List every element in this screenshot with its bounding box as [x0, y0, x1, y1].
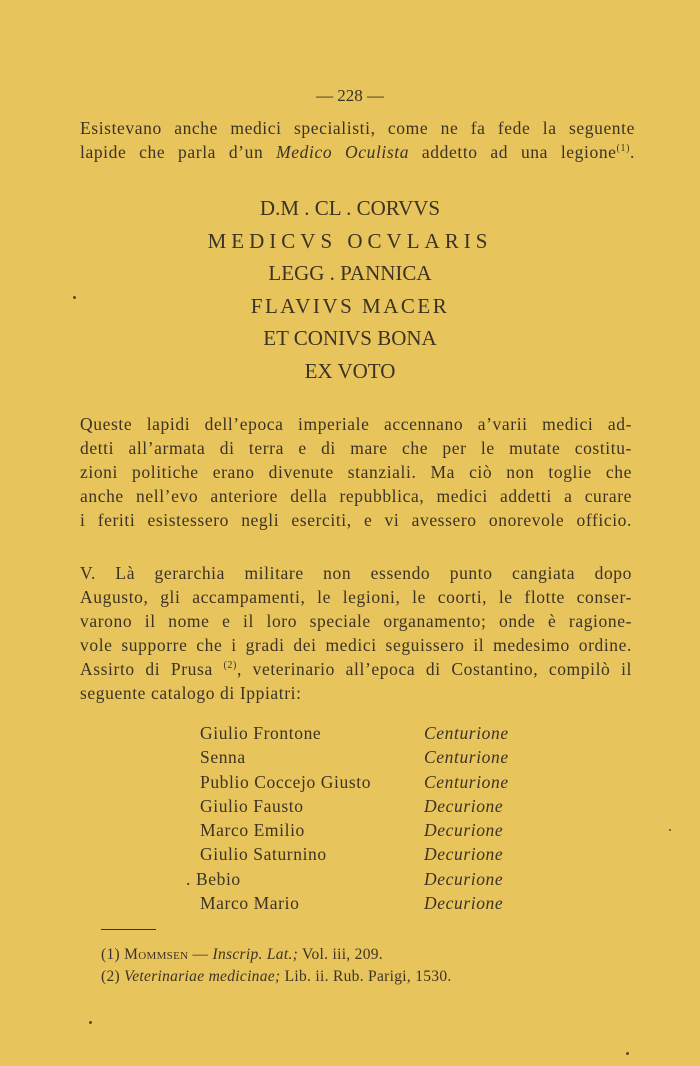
footnote-detail: Vol. iii, 209. [298, 946, 383, 963]
footnotes [101, 944, 452, 988]
footnote-1 [101, 944, 452, 966]
footnote-number: (1) [101, 946, 120, 963]
text-segment: , veterinario all’epoca di Costantino, compilò il [236, 659, 632, 679]
intro-paragraph [80, 116, 635, 164]
catalog-rank: Centurione [424, 723, 509, 743]
catalog-row [200, 842, 530, 866]
inscription-line: D.M . CL . CORVVS [259, 196, 441, 220]
text-line [80, 657, 632, 681]
inscription-line: LEGG . PANNICA [268, 261, 432, 285]
catalog-row [200, 891, 530, 915]
speck-mark [73, 296, 76, 299]
latin-inscription [0, 192, 700, 387]
footnote-ref-2: (2) [223, 660, 237, 671]
catalog-rank: Decurione [424, 844, 504, 865]
inscription-line: MEDICVS OCVLARIS [207, 228, 493, 253]
catalog-row [200, 770, 530, 794]
text-line: i feriti esistessero negli eserciti, e vi avessero onorevole officio. [80, 510, 632, 530]
catalog-row [200, 818, 530, 842]
catalog-name: Giulio Frontone [200, 723, 322, 743]
footnote-separator [101, 929, 156, 930]
catalog-name: Marco Emilio [200, 820, 305, 841]
footnote-detail: Lib. ii. Rub. Parigi, 1530. [280, 968, 452, 985]
text-line: anche nell’evo anteriore della repubblica, medici addetti a curare [80, 486, 632, 506]
inscription-line: FLAVIVS MACER [250, 293, 450, 318]
text-line [80, 140, 635, 164]
text-segment: Assirto di Prusa [80, 659, 224, 679]
catalog-name: Marco Mario [200, 893, 300, 914]
catalog-name: Publio Coccejo Giusto [200, 771, 372, 792]
text-line: seguente catalogo di Ippiatri: [80, 683, 302, 703]
ippiatri-catalog [186, 721, 530, 915]
catalog-rank: Decurione [424, 893, 504, 914]
catalog-rank: Decurione [424, 868, 504, 889]
speck-mark [669, 829, 671, 831]
catalog-rank: Decurione [424, 795, 504, 816]
inscription-line: ET CONIVS BONA [263, 326, 437, 350]
footnote-number: (2) [101, 968, 120, 985]
gerarchia-paragraph [80, 561, 632, 705]
text-line: vole supporre che i gradi dei medici seguissero il medesimo ordine. [80, 635, 632, 655]
text-segment: lapide che parla d’un [80, 142, 277, 162]
inscription-line: EX VOTO [304, 358, 396, 383]
footnote-author: Mommsen [124, 946, 189, 963]
catalog-row [200, 745, 530, 769]
text-segment: . [630, 142, 635, 162]
text-segment: addetto ad una legione [409, 142, 617, 162]
text-line: varono il nome e il loro speciale organamento; onde è ragione- [80, 611, 632, 631]
footnote-title: Inscrip. Lat.; [212, 946, 299, 963]
footnote-ref-1: (1) [616, 143, 631, 154]
catalog-name: Giulio Saturnino [200, 844, 327, 865]
catalog-rank: Decurione [424, 820, 504, 841]
text-line: detti all’armata di terra e di mare che per le mutate costitu- [80, 438, 632, 458]
catalog-rank: Centurione [424, 747, 509, 768]
catalog-rank: Centurione [424, 771, 509, 792]
catalog-row [186, 867, 530, 891]
footnote-title: Veterinariae medicinae; [124, 968, 281, 985]
text-line: Augusto, gli accampamenti, le legioni, le coorti, le flotte conser- [80, 587, 632, 607]
speck-mark [626, 1052, 629, 1055]
text-line: Queste lapidi dell’epoca imperiale accennano a’varii medici ad- [80, 414, 632, 434]
catalog-row [200, 721, 530, 745]
catalog-row [200, 794, 530, 818]
text-line: Esistevano anche medici specialisti, come ne fa fede la seguente [80, 118, 635, 138]
page-number: — 228 — [316, 86, 384, 105]
emphasis-medico-oculista: Medico Oculista [276, 142, 410, 162]
footnote-dash: — [188, 946, 213, 963]
footnote-2 [101, 966, 452, 988]
catalog-name: . Bebio [186, 868, 241, 889]
text-line: V. Là gerarchia militare non essendo punto cangiata dopo [80, 563, 632, 583]
speck-mark [89, 1021, 92, 1024]
catalog-name: Giulio Fausto [200, 795, 304, 816]
lapidi-paragraph [80, 412, 632, 532]
text-line: zioni politiche erano divenute stanziali. Ma ciò non toglie che [80, 462, 632, 482]
catalog-name: Senna [200, 747, 246, 768]
